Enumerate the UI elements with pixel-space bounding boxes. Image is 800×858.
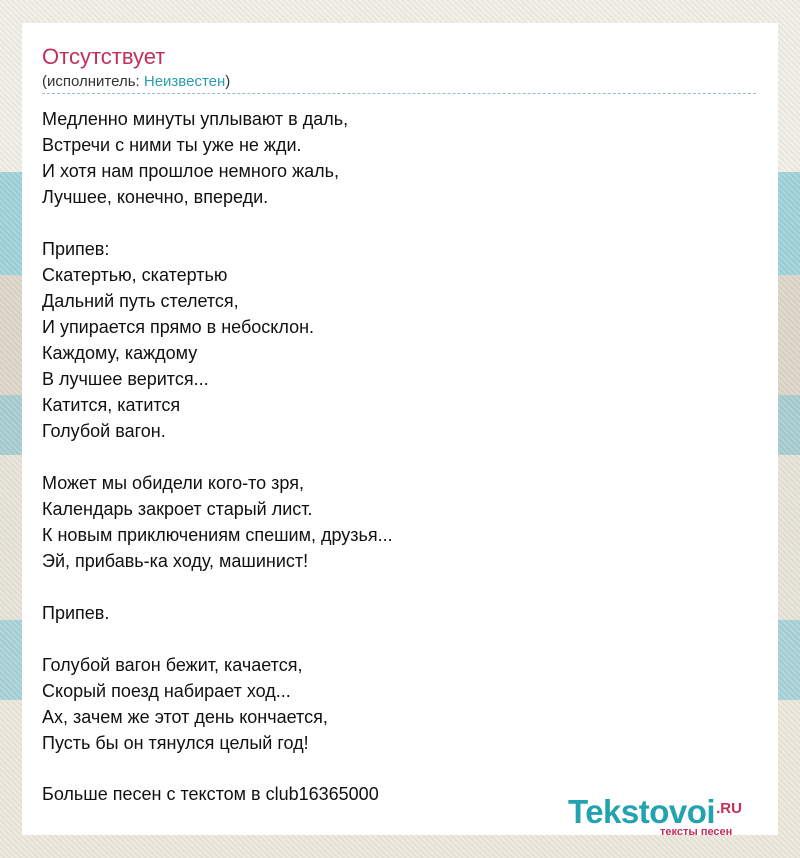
logo-main: Tekstovoi (568, 793, 716, 830)
lyric-line: Календарь закроет старый лист. (42, 499, 313, 519)
lyric-line: Каждому, каждому (42, 343, 198, 363)
lyric-line: Голубой вагон. (42, 421, 166, 441)
lyric-line: Припев: (42, 239, 110, 259)
site-logo[interactable] (568, 790, 774, 838)
lyric-line: Может мы обидели кого-то зря, (42, 473, 304, 493)
lyric-line: Медленно минуты уплывают в даль, (42, 109, 349, 129)
lyric-line: И хотя нам прошлое немного жаль, (42, 161, 339, 181)
logo-tld: .RU (716, 800, 742, 817)
artist-prefix: (исполнитель: (42, 73, 144, 90)
lyric-blank-line (42, 210, 756, 236)
logo-wordmark (568, 790, 742, 831)
lyric-line: Катится, катится (42, 395, 181, 415)
lyric-line: Дальний путь стелется, (42, 291, 239, 311)
lyric-line: Эй, прибавь-ка ходу, машинист! (42, 551, 309, 571)
artist-link[interactable]: Неизвестен (143, 73, 226, 90)
artist-line (42, 72, 230, 92)
lyric-blank-line (42, 574, 756, 600)
lyric-line: И упирается прямо в небосклон. (42, 317, 315, 337)
lyric-blank-line (42, 444, 756, 470)
lyrics-text (42, 106, 756, 756)
song-title: Отсутствует (42, 44, 166, 69)
logo-tagline: тексты песен (660, 826, 733, 838)
lyric-line: Лучшее, конечно, впереди. (42, 187, 269, 207)
lyric-line: Встречи с ними ты уже не жди. (42, 135, 302, 155)
artist-suffix: ) (225, 73, 231, 90)
header-divider (42, 93, 756, 94)
lyric-line: Пусть бы он тянулся целый год! (42, 733, 309, 753)
lyric-line: В лучшее верится... (42, 369, 209, 389)
lyric-line: К новым приключениям спешим, друзья... (42, 525, 393, 545)
lyric-blank-line (42, 626, 756, 652)
lyrics-card (22, 23, 778, 838)
lyric-line: Припев. (42, 603, 110, 623)
more-songs-text: Больше песен с текстом в club16365000 (42, 784, 379, 804)
lyric-line: Ах, зачем же этот день кончается, (42, 707, 328, 727)
lyric-line: Голубой вагон бежит, качается, (42, 655, 303, 675)
lyric-line: Скатертью, скатертью (42, 265, 228, 285)
lyric-line: Скорый поезд набирает ход... (42, 681, 291, 701)
